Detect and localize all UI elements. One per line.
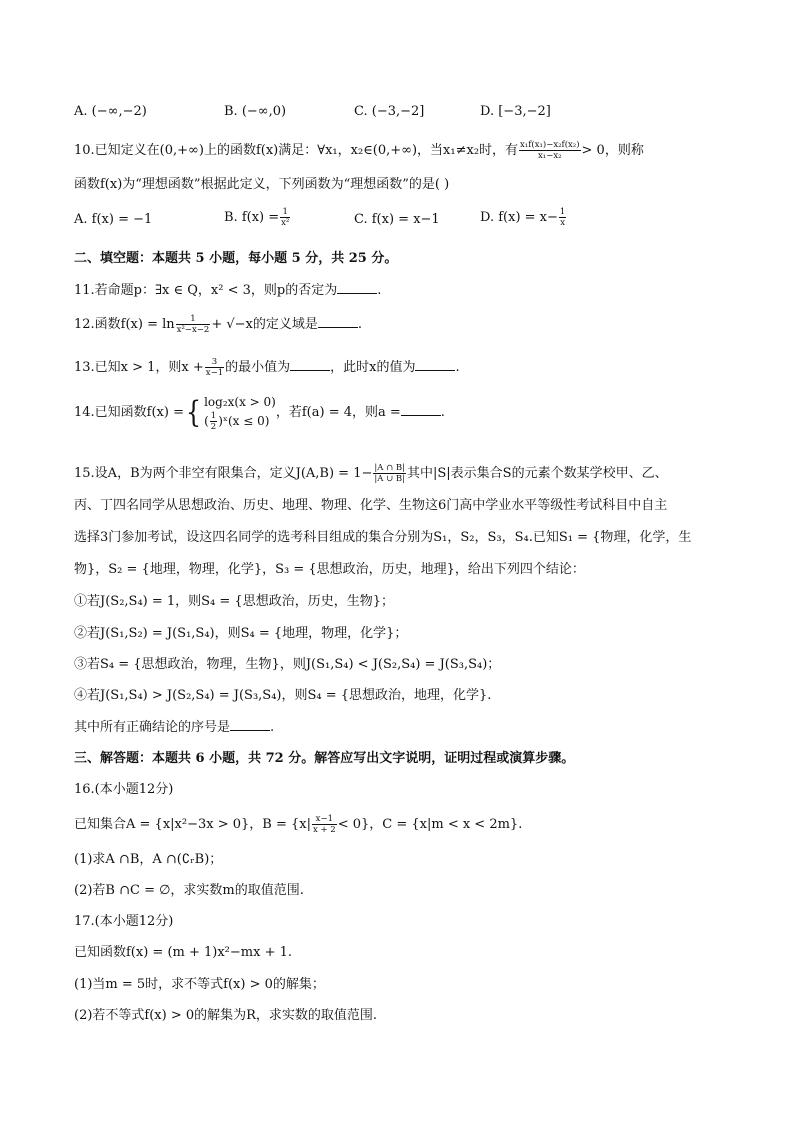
q10-option-d-num: 1 — [559, 207, 566, 217]
q15-line1 — [74, 463, 668, 484]
q16-given-tail: < 0}，C = {x|m < x < 2m}. — [337, 817, 523, 832]
q9-option-b: B. (−∞,0) — [224, 104, 287, 119]
q13-text: 13.已知x > 1，则x + — [74, 360, 204, 375]
q10-option-b-frac — [280, 207, 290, 228]
q10-option-d-text: D. f(x) = x− — [480, 210, 558, 225]
q15-line3: 选择3门参加考试，设这四名同学的选考科目组成的集合分别为S₁，S₂，S₃，S₄.已知S₁ = {物理，化学，生 — [74, 530, 692, 545]
q15-answer-blank — [230, 718, 270, 731]
q12-answer-blank — [318, 315, 358, 328]
q15-conclusion-3: ③若S₄ = {思想政治，物理，生物}，则J(S₁,S₄) < J(S₂,S₄) = J(S₃,S₄)； — [74, 657, 501, 672]
q16-part-1: (1)求A ∩B，A ∩(∁ᵣB)； — [74, 852, 223, 867]
q16-fraction — [312, 814, 337, 835]
q16-given — [74, 814, 522, 835]
q13-text-mid: 的最小值为 — [225, 360, 291, 375]
q10-option-b — [224, 207, 291, 228]
q16-heading: 16.(本小题12分) — [74, 782, 174, 797]
q12-end: . — [357, 317, 362, 332]
q9-option-a: A. (−∞,−2) — [74, 104, 147, 119]
q15-ask-text: 其中所有正确结论的序号是 — [74, 720, 231, 735]
q11-end: . — [377, 283, 382, 298]
q15-conclusion-2: ②若J(S₁,S₂) = J(S₁,S₄)，则S₄ = {地理，物理，化学}； — [74, 626, 408, 641]
q15-conclusion-1: ①若J(S₂,S₄) = 1，则S₄ = {思想政治，历史，生物}； — [74, 594, 394, 609]
q14-case-1: log₂x(x > 0) — [204, 395, 276, 409]
q14-cases — [204, 393, 276, 432]
q13-answer-blank-1 — [290, 358, 330, 371]
q15-line2: 丙、丁四名同学从思想政治、历史、地理、物理、化学、生物这6门高中学业水平等级性考试科目中自主 — [74, 498, 668, 513]
q11-text: 11.若命题p：∃x ∈ Q，x² < 3，则p的否定为 — [74, 283, 338, 298]
q10-option-d-den: x — [560, 218, 566, 228]
q10-stem-text: 10.已知定义在(0,+∞)上的函数f(x)满足：∀x₁，x₂∈(0,+∞)，当x₁≠x₂时，有 — [74, 143, 519, 158]
q12-text: 12.函数f(x) = ln — [74, 317, 175, 332]
q15-text-tail: 其中|S|表示集合S的元素个数某学校甲、乙、 — [407, 466, 668, 481]
q14-case-2-den: 2 — [210, 422, 217, 432]
q10-frac-den: x₁−x₂ — [538, 151, 562, 161]
q10-option-a: A. f(x) = −1 — [74, 212, 153, 227]
q14-case-2-num: 1 — [210, 411, 217, 421]
q13-end: . — [455, 360, 460, 375]
q16-part-2: (2)若B ∩C = ∅，求实数m的取值范围. — [74, 883, 304, 898]
q15-text: 15.设A，B为两个非空有限集合，定义J(A,B) = 1− — [74, 466, 373, 481]
q14-text: 14.已知函数f(x) = — [74, 405, 184, 420]
q14-case-2: ( $\frac{1}{2}$ )ˣ(x ≤ 0) — [204, 411, 270, 432]
q13-text-mid2: ，此时x的值为 — [330, 360, 416, 375]
q17-part-1: (1)当m = 5时，求不等式f(x) > 0的解集； — [74, 977, 325, 992]
q12-text-tail: + √−x的定义域是 — [211, 317, 318, 332]
q10-option-d — [480, 207, 567, 228]
q14 — [74, 393, 445, 433]
q16-frac-num: x−1 — [312, 814, 337, 825]
q11-answer-blank — [337, 281, 377, 294]
q14-brace: { — [185, 394, 202, 430]
q17-given: 已知函数f(x) = (m + 1)x²−mx + 1. — [74, 945, 292, 960]
q14-end: . — [440, 405, 445, 420]
q10-option-b-den: x² — [281, 218, 290, 228]
q10-stem-line1 — [74, 140, 644, 161]
q10-option-d-frac — [559, 207, 566, 228]
q13-frac-den: x−1 — [205, 368, 224, 378]
q9-option-d: D. [−3,−2] — [480, 104, 551, 119]
q11 — [74, 281, 381, 300]
section-3-heading: 三、解答题：本题共 6 小题，共 72 分。解答应写出文字说明，证明过程或演算步骤。 — [74, 751, 575, 766]
q13-frac-num: 3 — [205, 357, 224, 368]
q17-heading: 17.(本小题12分) — [74, 914, 174, 929]
q15-line4: 物}，S₂ = {地理，物理，化学}，S₃ = {思想政治，历史，地理}，给出下列四个结论： — [74, 562, 585, 577]
q13-answer-blank-2 — [415, 358, 455, 371]
q10-fraction — [519, 140, 580, 161]
q15-frac-den: |A ∪ B| — [374, 474, 406, 484]
q14-case-2-tail: )ˣ(x ≤ 0) — [218, 414, 270, 428]
q15-conclusion-4: ④若J(S₁,S₄) > J(S₂,S₄) = J(S₃,S₄)，则S₄ = {思想政治，地理，化学}. — [74, 688, 492, 703]
q12-frac-den: x²−x−2 — [176, 325, 210, 335]
q14-case-2-frac — [210, 411, 217, 432]
q17-part-2: (2)若不等式f(x) > 0的解集为R，求实数的取值范围. — [74, 1008, 378, 1023]
q16-frac-den: x + 2 — [312, 825, 336, 835]
q10-stem-tail: > 0，则称 — [581, 143, 644, 158]
q16-given-text: 已知集合A = {x|x²−3x > 0}，B = {x| — [74, 817, 311, 832]
q14-text-tail: ，若f(a) = 4，则a = — [275, 405, 401, 420]
q15-frac-num: |A ∩ B| — [374, 463, 406, 473]
q10-stem-line2: 函数f(x)为“理想函数”根据此定义，下列函数为“理想函数”的是( ) — [74, 177, 450, 192]
q15-end: . — [270, 720, 275, 735]
q13-fraction — [205, 357, 224, 378]
q12-fraction — [176, 314, 211, 335]
q10-option-c: C. f(x) = x−1 — [354, 212, 440, 227]
q10-frac-num: x₁f(x₁)−x₂f(x₂) — [520, 140, 580, 150]
q10-option-b-text: B. f(x) = — [224, 210, 280, 225]
section-2-heading: 二、填空题：本题共 5 小题，每小题 5 分，共 25 分。 — [74, 251, 398, 266]
q12 — [74, 314, 362, 335]
q9-option-c: C. (−3,−2] — [354, 104, 425, 119]
q12-frac-num: 1 — [176, 314, 211, 325]
q15-ask — [74, 718, 274, 737]
q14-answer-blank — [401, 403, 441, 416]
q10-option-b-num: 1 — [280, 207, 290, 218]
q15-fraction — [373, 463, 406, 484]
q13 — [74, 357, 460, 378]
